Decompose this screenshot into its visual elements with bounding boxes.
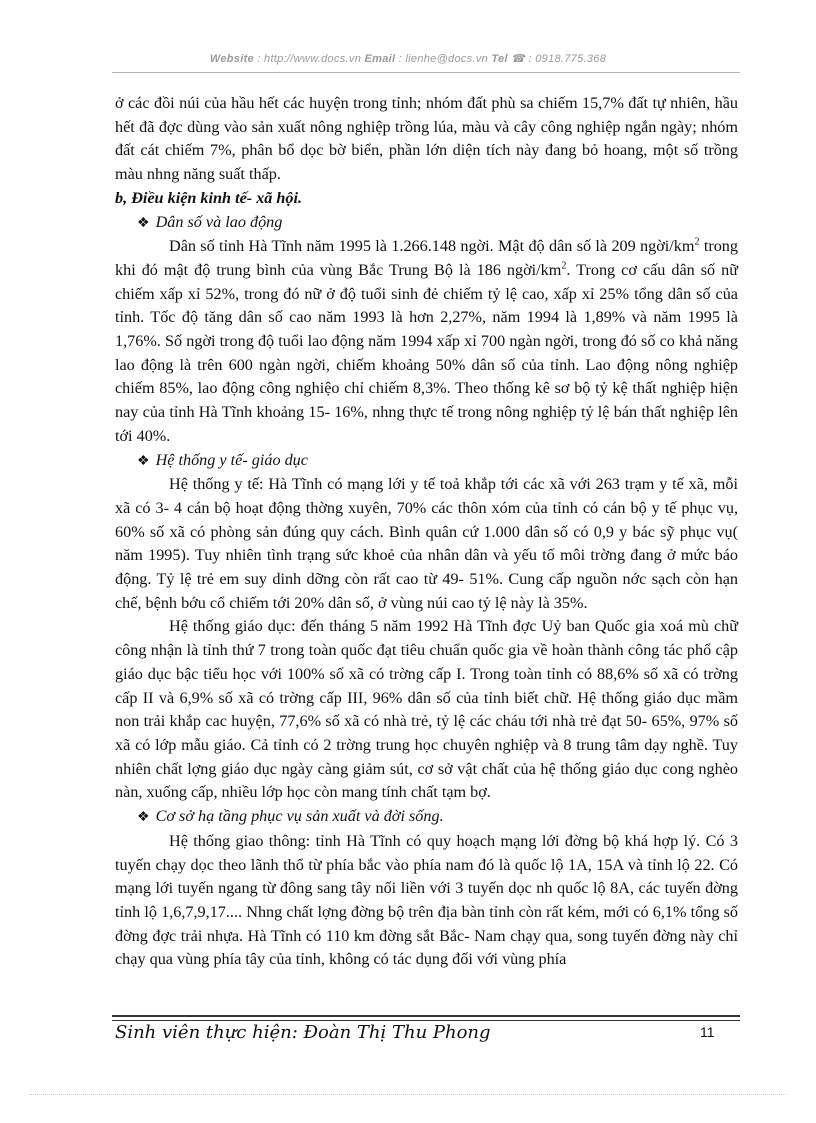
document-body xyxy=(115,92,738,972)
bullet-infrastructure xyxy=(115,805,738,830)
page-number: 11 xyxy=(700,1024,715,1040)
website-value[interactable]: : http://www.docs.vn xyxy=(253,53,365,65)
paragraph-education: Hệ thống giáo dục: đến tháng 5 năm 1992 Hà Tĩnh đợc Uỷ ban Quốc gia xoá mù chữ công nhận là tỉnh thứ 7 trong toàn quốc đạt tiêu chuẩn quốc gia về hoàn thành công tác phổ cập giáo dục bậc tiểu học với 100% số xã có trờng cấp I. Trong toàn tỉnh có 88,6% số xã có trờng cấp II và 6,9% số xã có trờng cấp III, 96% dân số của tỉnh biết chữ. Hệ thống giáo dục mầm non trải khắp cac huyện, 77,6% số xã có nhà trẻ, tỷ lệ các cháu tới nhà trẻ đạt 50- 65%, 97% số xã có lớp mẫu giáo. Cả tỉnh có 2 trờng trung học chuyên nghiệp và 8 trung tâm dạy nghề. Tuy nhiên chất lợng giáo dục ngày càng giảm sút, cơ sở vật chất của hệ thống giáo dục cong nghèo nàn, xuống cấp, nhiều lớp học còn mang tính chất tạm bợ. xyxy=(115,617,738,802)
tel-label: Tel xyxy=(491,53,508,65)
page-bottom-border xyxy=(30,1094,786,1095)
bullet-health-education-label: Hệ thống y tế- giáo dục xyxy=(155,450,308,469)
website-label: Website xyxy=(209,53,254,65)
superscript-2: 2 xyxy=(561,260,567,272)
page-header xyxy=(0,52,816,65)
bullet-population xyxy=(115,211,738,236)
paragraph-health: Hệ thống y tế: Hà Tĩnh có mạng lới y tế toả khắp tới các xã với 263 trạm y tế xã, mỗi xã có 3- 4 cán bộ hoạt động thờng xuyên, 70% các thôn xóm của tỉnh có cán bộ y tế phục vụ, 60% số xã có phòng sản đúng quy cách. Bình quân cứ 1.000 dân số có 0,9 y bác sỹ phục vụ( năm 1995). Tuy nhiên tình trạng sức khoẻ của nhân dân và yếu tố môi trờng đang ở mức báo động. Tỷ lệ trẻ em suy dinh dỡng còn rất cao từ 49- 51%. Cung cấp nguồn nớc sạch còn hạn chế, bệnh bớu cổ chiếm tới 20% dân số, ở vùng núi cao tỷ lệ này là 35%. xyxy=(115,475,738,612)
email-label: Email xyxy=(364,53,396,65)
bullet-infrastructure-label: Cơ sở hạ tầng phục vụ sản xuất và đời sống. xyxy=(155,807,444,826)
tel-value: ☎ : 0918.775.368 xyxy=(507,53,607,65)
population-text-b: trong khi đó mật độ trung bình của vùng Bắc Trung Bộ là 186 ngời/km xyxy=(115,237,738,279)
email-value[interactable]: : lienhe@docs.vn xyxy=(395,53,492,65)
paragraph-population xyxy=(115,235,738,448)
header-divider xyxy=(112,72,740,73)
superscript-2: 2 xyxy=(694,236,700,248)
section-heading-b: b, Điều kiện kinh tế- xã hội. xyxy=(115,188,303,207)
footer-divider-thin xyxy=(112,1020,740,1021)
population-text-a: Dân số tỉnh Hà Tĩnh năm 1995 là 1.266.148 ngời. Mật độ dân số là 209 ngời/km xyxy=(169,237,695,256)
paragraph-soil: ở các đồi núi của hầu hết các huyện trong tỉnh; nhóm đất phù sa chiếm 15,7% đất tự nhiên, hầu hết đã đợc dùng vào sản xuất nông nghiệp trồng lúa, màu và cây công nghiệp ngắn ngày; nhóm đất cát chiếm 7%, phân bổ dọc bờ biển, phần lớn diện tích này đang bỏ hoang, một số trồng màu nhng năng suất thấp. xyxy=(115,94,738,184)
diamond-bullet-icon: ❖ xyxy=(137,810,150,826)
footer-author: Sinh viên thực hiện: Đoàn Thị Thu Phong xyxy=(115,1022,491,1043)
bullet-health-education xyxy=(115,449,738,474)
diamond-bullet-icon: ❖ xyxy=(137,453,150,469)
footer-divider-thick xyxy=(112,1015,740,1017)
paragraph-transport: Hệ thống giao thông: tỉnh Hà Tĩnh có quy hoạch mạng lới đờng bộ khá hợp lý. Có 3 tuyến chạy dọc theo lãnh thổ từ phía bắc vào phía nam đó là quốc lộ 1A, 15A và tỉnh lộ 22. Có mạng lới tuyến ngang từ đông sang tây nối liền với 3 tuyến dọc nh quốc lộ 8A, các tuyến đờng tỉnh lộ 1,6,7,9,17.... Nhng chất lợng đờng bộ trên địa bàn tỉnh còn rất kém, mới có 6,1% tổng số đờng đợc trải nhựa. Hà Tĩnh có 110 km đờng sắt Bắc- Nam chạy qua, song tuyến đờng này chỉ chạy qua vùng phía tây của tỉnh, không có tác dụng đối với vùng phía xyxy=(115,831,738,969)
bullet-population-label: Dân số và lao động xyxy=(155,212,283,231)
diamond-bullet-icon: ❖ xyxy=(137,215,150,231)
population-text-c: . Trong cơ cấu dân số nữ chiếm xấp xỉ 52%, trong đó nữ ở độ tuổi sinh đẻ chiếm tỷ lệ cao, xấp xỉ 25% tổng dân số của tỉnh. Tốc độ tăng dân số cao năm 1993 là hơn 2,27%, năm 1994 là 1,89% và năm 1995 là 1,76%. Số ngời trong độ tuổi lao động năm 1994 xấp xỉ 700 ngàn ngời, trong đó số co khả năng lao động là trên 600 ngàn ngời, chiếm khoảng 50% dân số của tỉnh. Lao động nông nghiệp chiếm 85%, lao động công nghiệo chỉ chiếm 8,3%. Theo thống kê sơ bộ tỷ kệ thất nghiệp hiện nay của tỉnh Hà Tĩnh khoảng 15- 16%, nhng thực tế trong nông nghiệp tỷ lệ bán thất nghiệp lên tới 40%. xyxy=(115,260,739,445)
